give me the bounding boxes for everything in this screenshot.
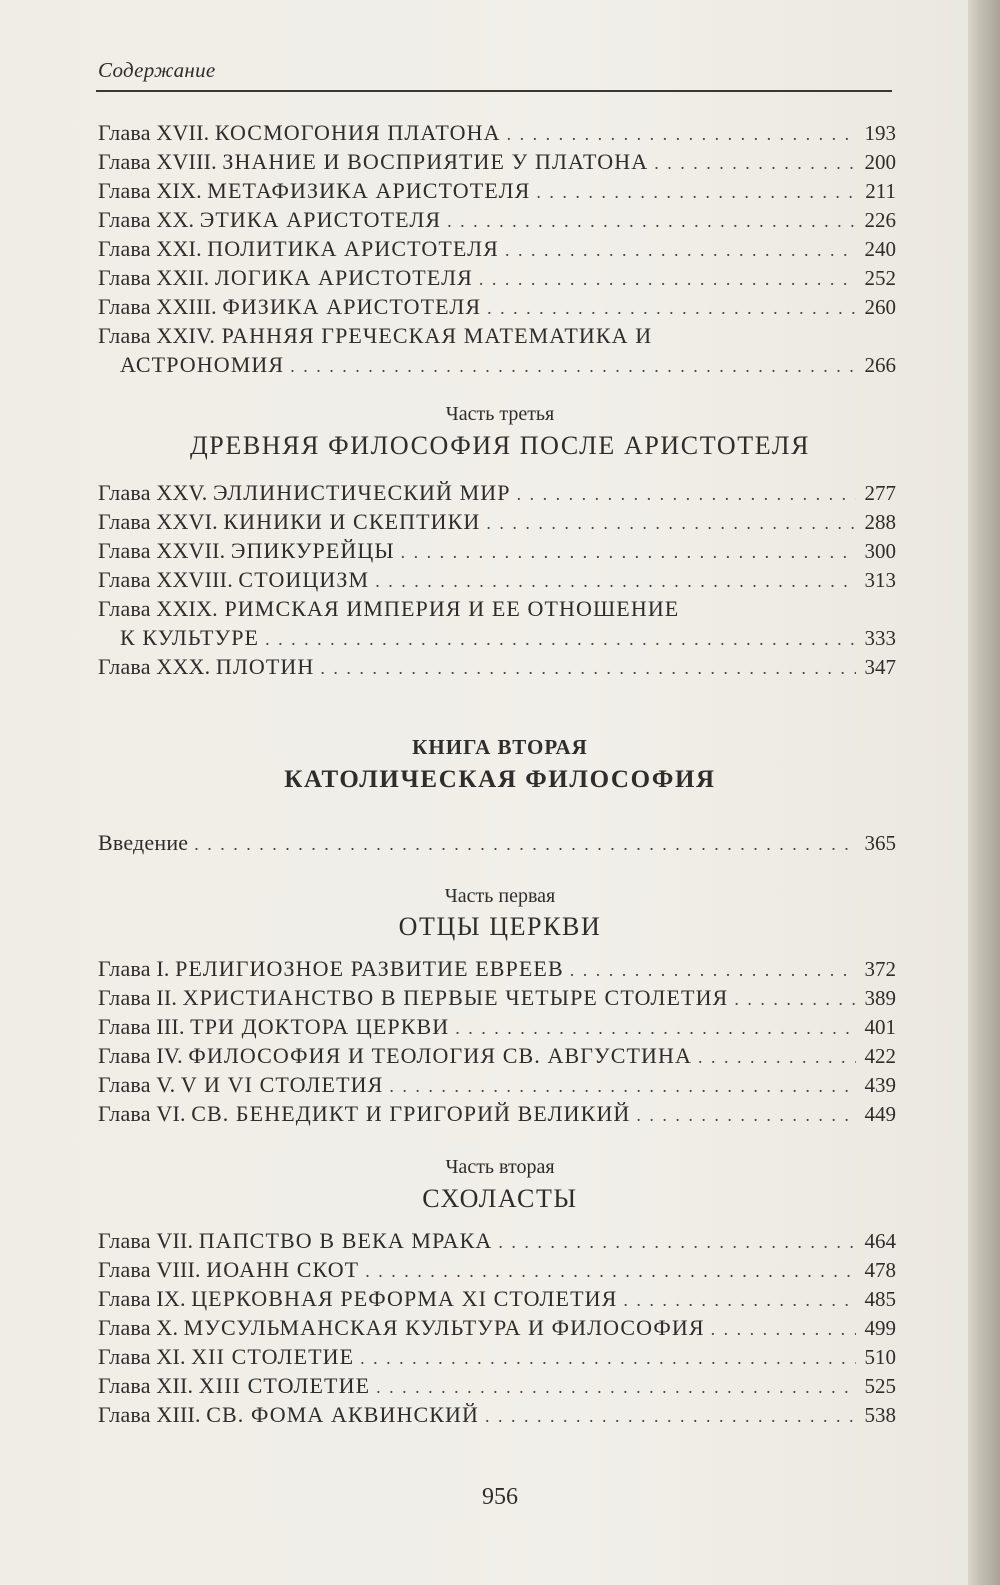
chapter-title: V И VI СТОЛЕТИЯ [180, 1072, 384, 1097]
toc-entry [98, 983, 896, 1012]
chapter-title: XII СТОЛЕТИЕ [191, 1344, 355, 1369]
chapter-title: РАННЯЯ ГРЕЧЕСКАЯ МАТЕМАТИКА И [221, 323, 653, 348]
part-title: СХОЛАСТЫ [422, 1184, 578, 1213]
part-title: ОТЦЫ ЦЕРКВИ [398, 912, 602, 941]
chapter-title: ПОЛИТИКА АРИСТОТЕЛЯ [207, 236, 499, 261]
page-number: 485 [864, 1287, 896, 1311]
chapter-title: ФИЗИКА АРИСТОТЕЛЯ [222, 294, 482, 319]
part-label: Часть вторая [445, 1156, 555, 1178]
dot-leader [711, 1315, 856, 1344]
chapter-title: ЦЕРКОВНАЯ РЕФОРМА XI СТОЛЕТИЯ [191, 1286, 618, 1311]
page-number: 211 [865, 179, 896, 203]
chapter-number: Глава XX. [98, 207, 195, 232]
dot-leader [389, 1072, 856, 1101]
chapter-title: СВ. ФОМА АКВИНСКИЙ [206, 1402, 480, 1427]
chapter-title-continued: АСТРОНОМИЯ [120, 352, 285, 377]
book-title: КАТОЛИЧЕСКАЯ ФИЛОСОФИЯ [284, 766, 716, 793]
toc-group-part3 [98, 478, 896, 681]
toc-entry [98, 1226, 896, 1255]
toc-entry [98, 565, 896, 594]
chapter-title: ЛОГИКА АРИСТОТЕЛЯ [214, 265, 473, 290]
page-number: 464 [864, 1229, 896, 1253]
chapter-number: Глава VIII. [98, 1257, 201, 1282]
chapter-number: Глава XIX. [98, 178, 202, 203]
toc-entry [98, 1070, 896, 1099]
dot-leader [194, 830, 856, 859]
chapter-number: Глава III. [98, 1014, 185, 1039]
page-number: 200 [864, 150, 896, 174]
dot-leader [536, 178, 856, 207]
chapter-number: Глава XVIII. [98, 149, 217, 174]
header-rule [96, 90, 892, 92]
chapter-title: МЕТАФИЗИКА АРИСТОТЕЛЯ [207, 178, 531, 203]
toc-entry [98, 1313, 896, 1342]
chapter-title: ТРИ ДОКТОРА ЦЕРКВИ [190, 1014, 450, 1039]
toc-group-fathers [98, 954, 896, 1128]
page-number: 277 [864, 481, 896, 505]
chapter-number: Глава I. [98, 956, 170, 981]
page-number: 252 [864, 266, 896, 290]
toc-group-scholastics [98, 1226, 896, 1429]
book-label: КНИГА ВТОРАЯ [412, 735, 588, 759]
page-number: 300 [864, 539, 896, 563]
toc-intro [98, 828, 896, 857]
part-label: Часть первая [444, 885, 556, 907]
chapter-title: СВ. БЕНЕДИКТ И ГРИГОРИЙ ВЕЛИКИЙ [191, 1101, 631, 1126]
page-number: 510 [864, 1345, 896, 1369]
chapter-number: Глава V. [98, 1072, 176, 1097]
toc-entry [98, 292, 896, 321]
chapter-title: ЭТИКА АРИСТОТЕЛЯ [199, 207, 442, 232]
page-number: 260 [864, 295, 896, 319]
page-number: 499 [864, 1316, 896, 1340]
chapter-number: Глава XXIV. [98, 323, 216, 348]
page-number: 240 [864, 237, 896, 261]
dot-leader [320, 654, 856, 683]
toc-entry [98, 1255, 896, 1284]
dot-leader [698, 1043, 856, 1072]
dot-leader [375, 567, 856, 596]
dot-leader [498, 1228, 856, 1257]
toc-entry [98, 1400, 896, 1429]
toc-entry [98, 118, 896, 147]
dot-leader [447, 207, 856, 236]
chapter-title: ЭЛЛИНИСТИЧЕСКИЙ МИР [213, 480, 511, 505]
dot-leader [401, 538, 856, 567]
chapter-number: Глава XII. [98, 1373, 194, 1398]
toc-entry [98, 478, 896, 507]
toc-entry [98, 1342, 896, 1371]
running-head: Содержание [98, 58, 216, 82]
toc-entry [98, 1012, 896, 1041]
chapter-title: ПАПСТВО В ВЕКА МРАКА [198, 1228, 493, 1253]
chapter-number: Глава IV. [98, 1043, 183, 1068]
chapter-number: Глава XVII. [98, 120, 210, 145]
intro-label: Введение [98, 830, 189, 855]
chapter-title: КИНИКИ И СКЕПТИКИ [223, 509, 481, 534]
page-number: 478 [864, 1258, 896, 1282]
chapter-title: ЭПИКУРЕЙЦЫ [230, 538, 395, 563]
toc-entry [98, 1284, 896, 1313]
chapter-number: Глава XXIII. [98, 294, 217, 319]
toc-entry [98, 1371, 896, 1400]
toc-entry [98, 263, 896, 292]
dot-leader [265, 625, 856, 654]
chapter-title: ФИЛОСОФИЯ И ТЕОЛОГИЯ СВ. АВГУСТИНА [188, 1043, 693, 1068]
page-number: 401 [864, 1015, 896, 1039]
page-number: 288 [864, 510, 896, 534]
dot-leader [507, 120, 856, 149]
page-number: 372 [864, 957, 896, 981]
page-number: 226 [864, 208, 896, 232]
toc-entry [98, 954, 896, 983]
chapter-number: Глава VI. [98, 1101, 186, 1126]
page-number: 538 [864, 1403, 896, 1427]
page-folio: 956 [482, 1484, 518, 1510]
chapter-number: Глава XXI. [98, 236, 202, 261]
chapter-title: ЗНАНИЕ И ВОСПРИЯТИЕ У ПЛАТОНА [222, 149, 649, 174]
chapter-number: Глава IX. [98, 1286, 186, 1311]
dot-leader [623, 1286, 856, 1315]
dot-leader [734, 985, 856, 1014]
dot-leader [636, 1101, 856, 1130]
page-number: 365 [864, 831, 896, 855]
chapter-title: РЕЛИГИОЗНОЕ РАЗВИТИЕ ЕВРЕЕВ [175, 956, 564, 981]
dot-leader [376, 1373, 856, 1402]
page-number: 193 [864, 121, 896, 145]
chapter-number: Глава XXII. [98, 265, 210, 290]
toc-entry [98, 176, 896, 205]
toc-entry [98, 234, 896, 263]
toc-entry [98, 205, 896, 234]
chapter-number: Глава X. [98, 1315, 179, 1340]
dot-leader [505, 236, 856, 265]
chapter-title: ПЛОТИН [215, 654, 315, 679]
chapter-title: XIII СТОЛЕТИЕ [198, 1373, 371, 1398]
dot-leader [517, 480, 856, 509]
toc-entry [98, 594, 896, 652]
chapter-number: Глава XXIX. [98, 596, 218, 621]
chapter-title: КОСМОГОНИЯ ПЛАТОНА [214, 120, 501, 145]
page-number: 439 [864, 1073, 896, 1097]
chapter-title-continued: К КУЛЬТУРЕ [120, 625, 260, 650]
chapter-number: Глава XXVI. [98, 509, 218, 534]
toc-entry [98, 1041, 896, 1070]
book-edge [968, 0, 1000, 1585]
chapter-title: ИОАНН СКОТ [206, 1257, 360, 1282]
dot-leader [290, 352, 856, 381]
toc-entry [98, 828, 896, 857]
page-number: 313 [864, 568, 896, 592]
part-label: Часть третья [445, 403, 555, 425]
chapter-number: Глава XI. [98, 1344, 186, 1369]
dot-leader [486, 509, 856, 538]
chapter-number: Глава VII. [98, 1228, 194, 1253]
toc-group-part2-end [98, 118, 896, 379]
part-title: ДРЕВНЯЯ ФИЛОСОФИЯ ПОСЛЕ АРИСТОТЕЛЯ [189, 431, 811, 460]
dot-leader [455, 1014, 856, 1043]
chapter-number: Глава II. [98, 985, 178, 1010]
chapter-number: Глава XXVII. [98, 538, 226, 563]
chapter-title: СТОИЦИЗМ [238, 567, 370, 592]
toc-entry [98, 652, 896, 681]
chapter-title: МУСУЛЬМАНСКАЯ КУЛЬТУРА И ФИЛОСОФИЯ [183, 1315, 705, 1340]
dot-leader [485, 1402, 856, 1431]
chapter-number: Глава XXVIII. [98, 567, 233, 592]
chapter-number: Глава XIII. [98, 1402, 201, 1427]
chapter-number: Глава XXV. [98, 480, 208, 505]
dot-leader [654, 149, 856, 178]
page-number: 333 [864, 626, 896, 650]
page-number: 449 [864, 1102, 896, 1126]
page-number: 422 [864, 1044, 896, 1068]
toc-entry [98, 536, 896, 565]
dot-leader [570, 956, 856, 985]
page-number: 266 [864, 353, 896, 377]
toc-entry [98, 1099, 896, 1128]
dot-leader [487, 294, 856, 323]
page-number: 525 [864, 1374, 896, 1398]
toc-entry [98, 507, 896, 536]
chapter-title: ХРИСТИАНСТВО В ПЕРВЫЕ ЧЕТЫРЕ СТОЛЕТИЯ [182, 985, 729, 1010]
page-number: 389 [864, 986, 896, 1010]
dot-leader [479, 265, 856, 294]
toc-entry [98, 147, 896, 176]
dot-leader [360, 1344, 856, 1373]
chapter-title: РИМСКАЯ ИМПЕРИЯ И ЕЕ ОТНОШЕНИЕ [224, 596, 680, 621]
toc-entry [98, 321, 896, 379]
chapter-number: Глава XXX. [98, 654, 211, 679]
page-number: 347 [864, 655, 896, 679]
dot-leader [365, 1257, 856, 1286]
